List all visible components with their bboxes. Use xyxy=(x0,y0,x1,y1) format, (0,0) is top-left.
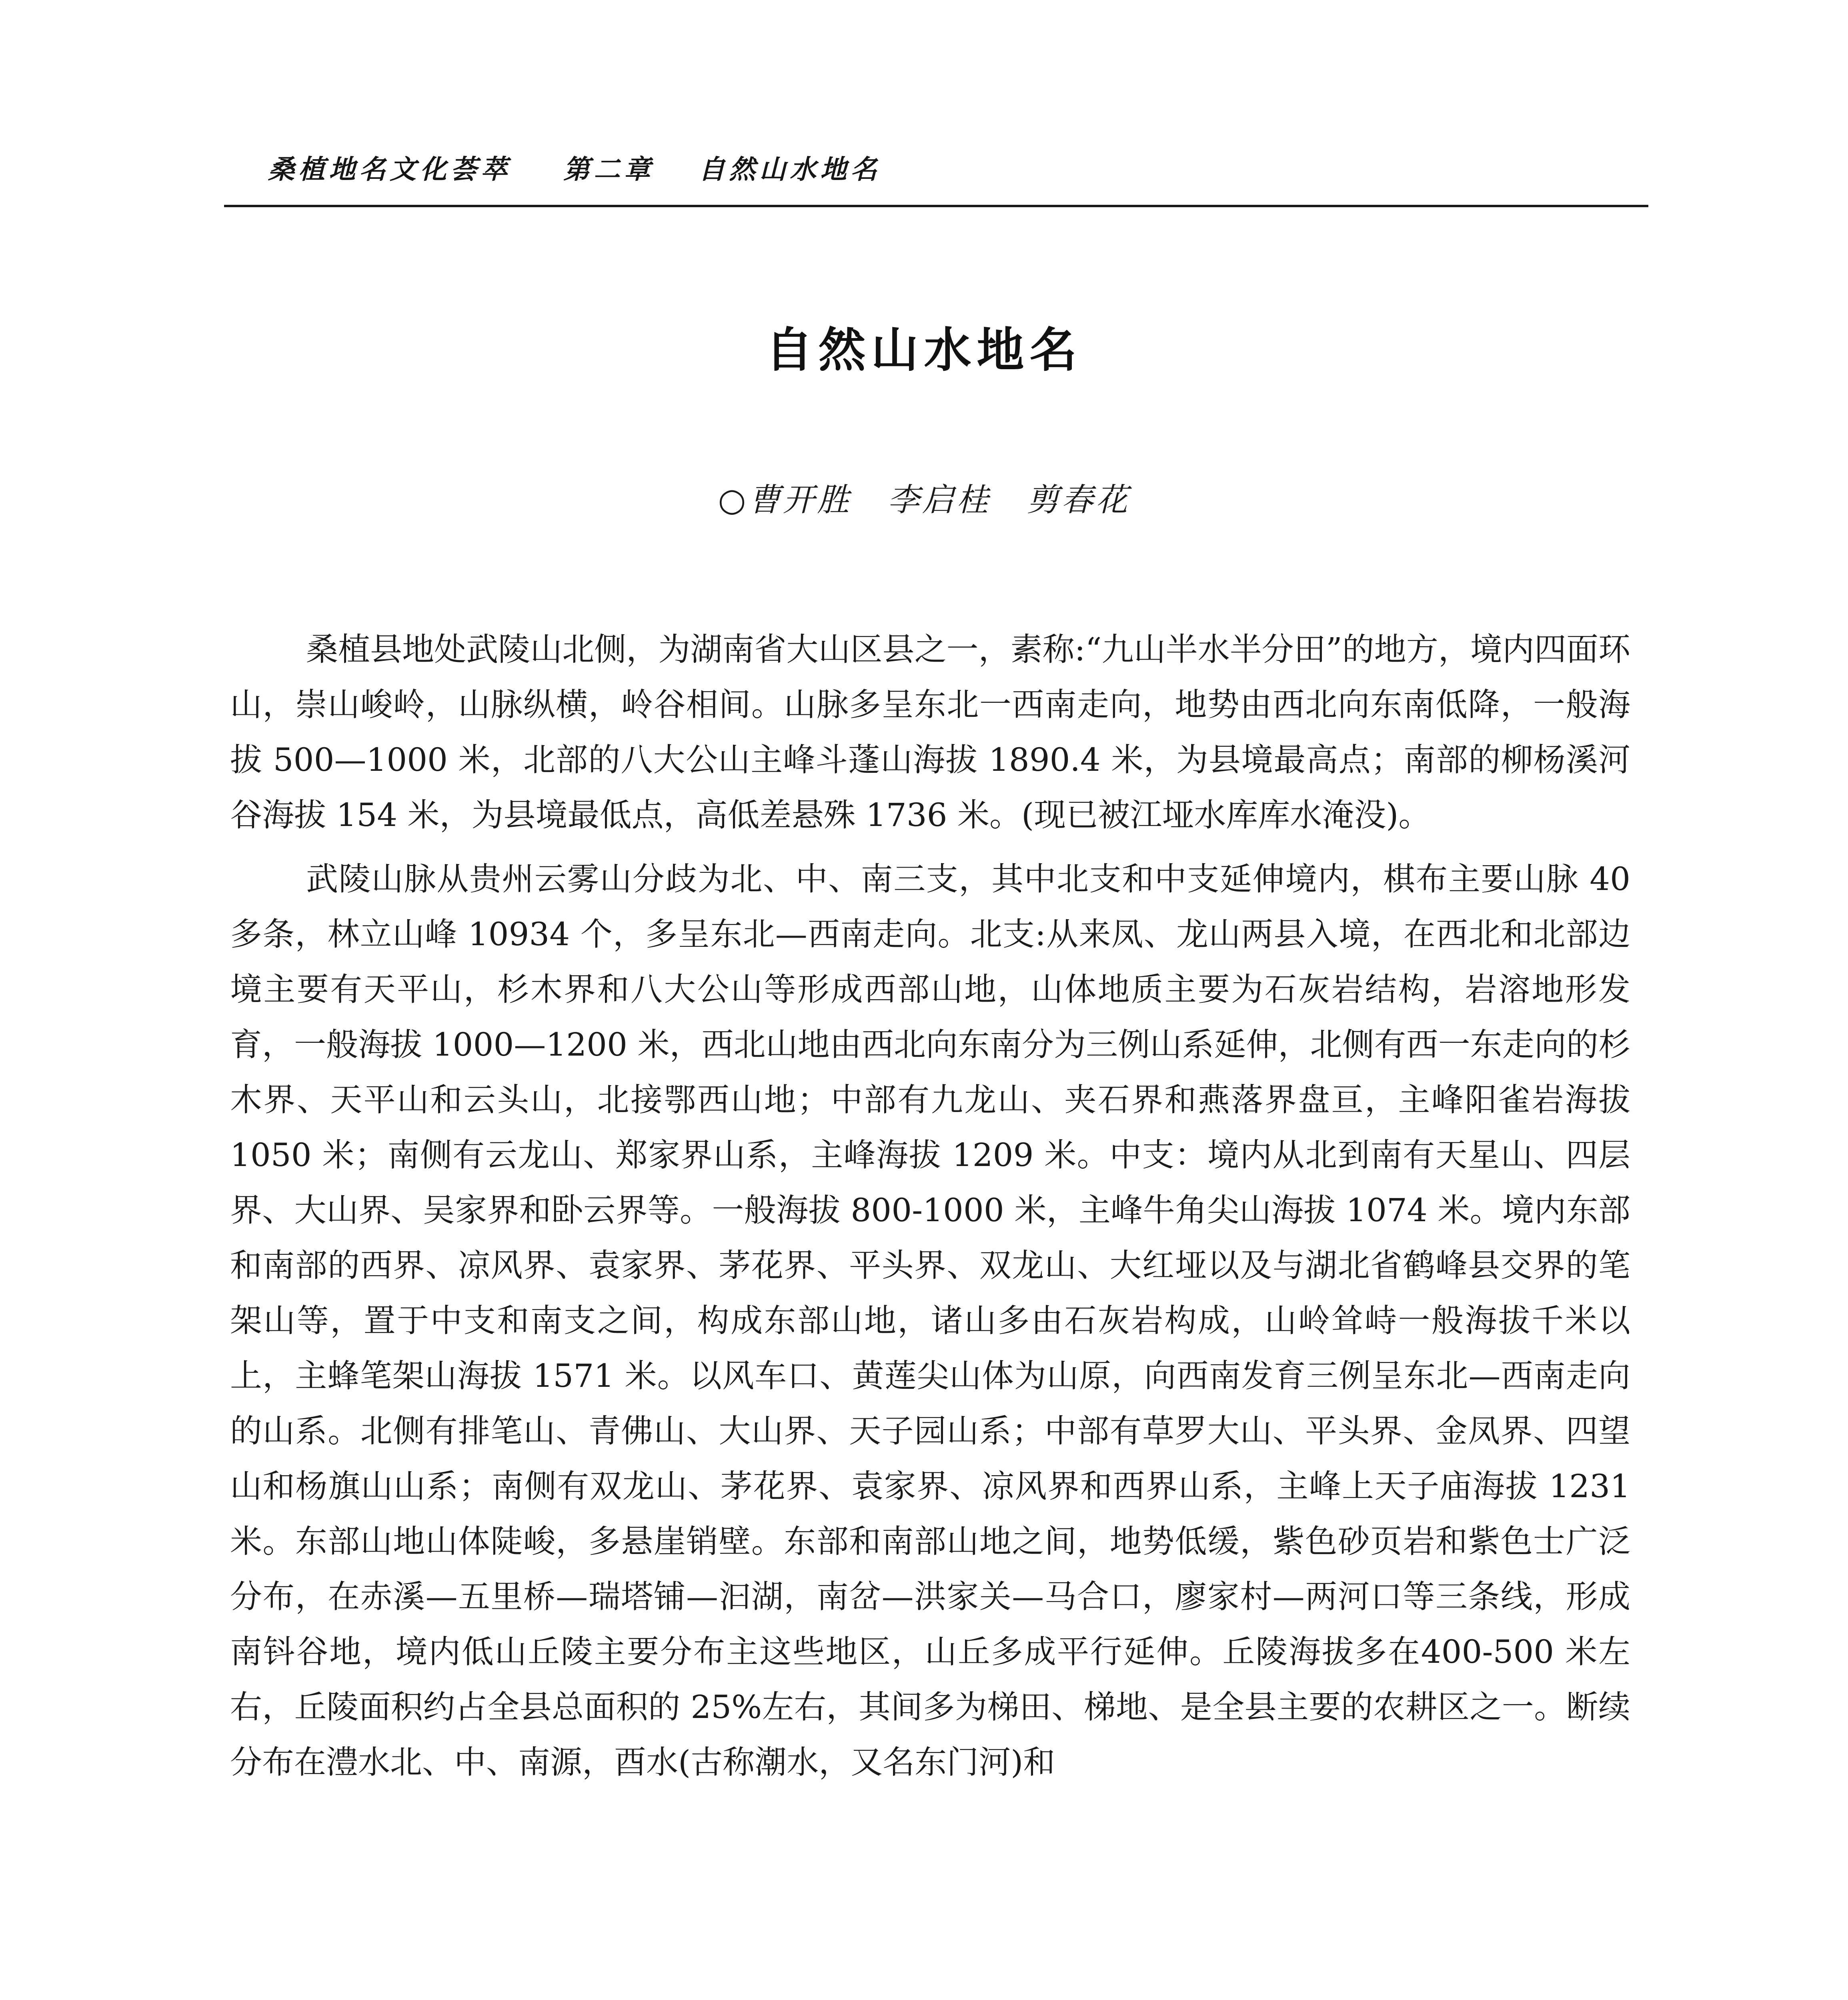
byline xyxy=(0,474,1848,520)
author-name: 剪春花 xyxy=(1027,481,1130,518)
header-chapter: 第二章 xyxy=(563,154,655,185)
article-title: 自然山水地名 xyxy=(765,322,1083,378)
body-paragraph: 武陵山脉从贵州云雾山分歧为北、中、南三支，其中北支和中支延伸境内，棋布主要山脉 40 多条，林立山峰 10934 个，多呈东北—西南走向。北支:从来凤、龙山两县入境，在西北和北部边境主要有天平山，杉木界和八大公山等形成西部山地，山体地质主要为石灰岩结构，岩溶地形发育，一般海拔 1000—1200 米，西北山地由西北向东南分为三例山系延伸，北侧有西一东走向的杉木界、天平山和云头山，北接鄂西山地；中部有九龙山、夹石界和燕落界盘亘，主峰阳雀岩海拔 1050 米；南侧有云龙山、郑家界山系，主峰海拔 1209 米。中支：境内从北到南有天星山、四层界、大山界、吴家界和卧云界等。一般海拔 800-1000 米，主峰牛角尖山海拔 1074 米。境内东部和南部的西界、凉风界、袁家界、茅花界、平头界、双龙山、大红垭以及与湖北省鹤峰县交界的笔架山等，置于中支和南支之间，构成东部山地，诸山多由石灰岩构成，山岭耸峙一般海拔千米以上，主蜂笔架山海拔 1571 米。以风车口、黄莲尖山体为山原，向西南发育三例呈东北—西南走向的山系。北侧有排笔山、青佛山、大山界、天子园山系；中部有草罗大山、平头界、金凤界、四望山和杨旗山山系；南侧有双龙山、茅花界、袁家界、凉风界和西界山系，主峰上天子庙海拔 1231 米。东部山地山体陡峻，多悬崖销壁。东部和南部山地之间，地势低缓，紫色砂页岩和紫色士广泛分布，在赤溪—五里桥—瑞塔铺—汩湖，南岔—洪家关—马合口，廖家村—两河口等三条线，形成南钭谷地，境内低山丘陵主要分布主这些地区，山丘多成平行延伸。丘陵海拔多在400-500 米左右，丘陵面积约占全县总面积的 25%左右，其间多为梯田、梯地、是全县主要的农耕区之一。断续分布在澧水北、中、南源，酉水(古称潮水，又名东门河)和 xyxy=(230,860,1630,1781)
author-bullet-icon: ○ xyxy=(718,481,749,518)
article-body xyxy=(230,622,1630,1799)
body-paragraph: 桑植县地处武陵山北侧，为湖南省大山区县之一，素称:“九山半水半分田”的地方，境内四面环山，崇山峻岭，山脉纵横，岭谷相间。山脉多呈东北一西南走向，地势由西北向东南低降，一般海拔 500—1000 米，北部的八大公山主峰斗蓬山海拔 1890.4 米，为县境最高点；南部的柳杨溪河谷海拔 154 米，为县境最低点，高低差悬殊 1736 米。(现已被江垭水库库水淹没)。 xyxy=(230,631,1630,834)
author-name: 曹开胜 xyxy=(748,481,852,518)
author-name: 李启桂 xyxy=(887,481,991,518)
header-book-title: 桑植地名文化荟萃 xyxy=(268,154,511,185)
running-header xyxy=(268,148,881,192)
header-section: 自然山水地名 xyxy=(699,154,881,185)
header-rule xyxy=(224,205,1648,207)
